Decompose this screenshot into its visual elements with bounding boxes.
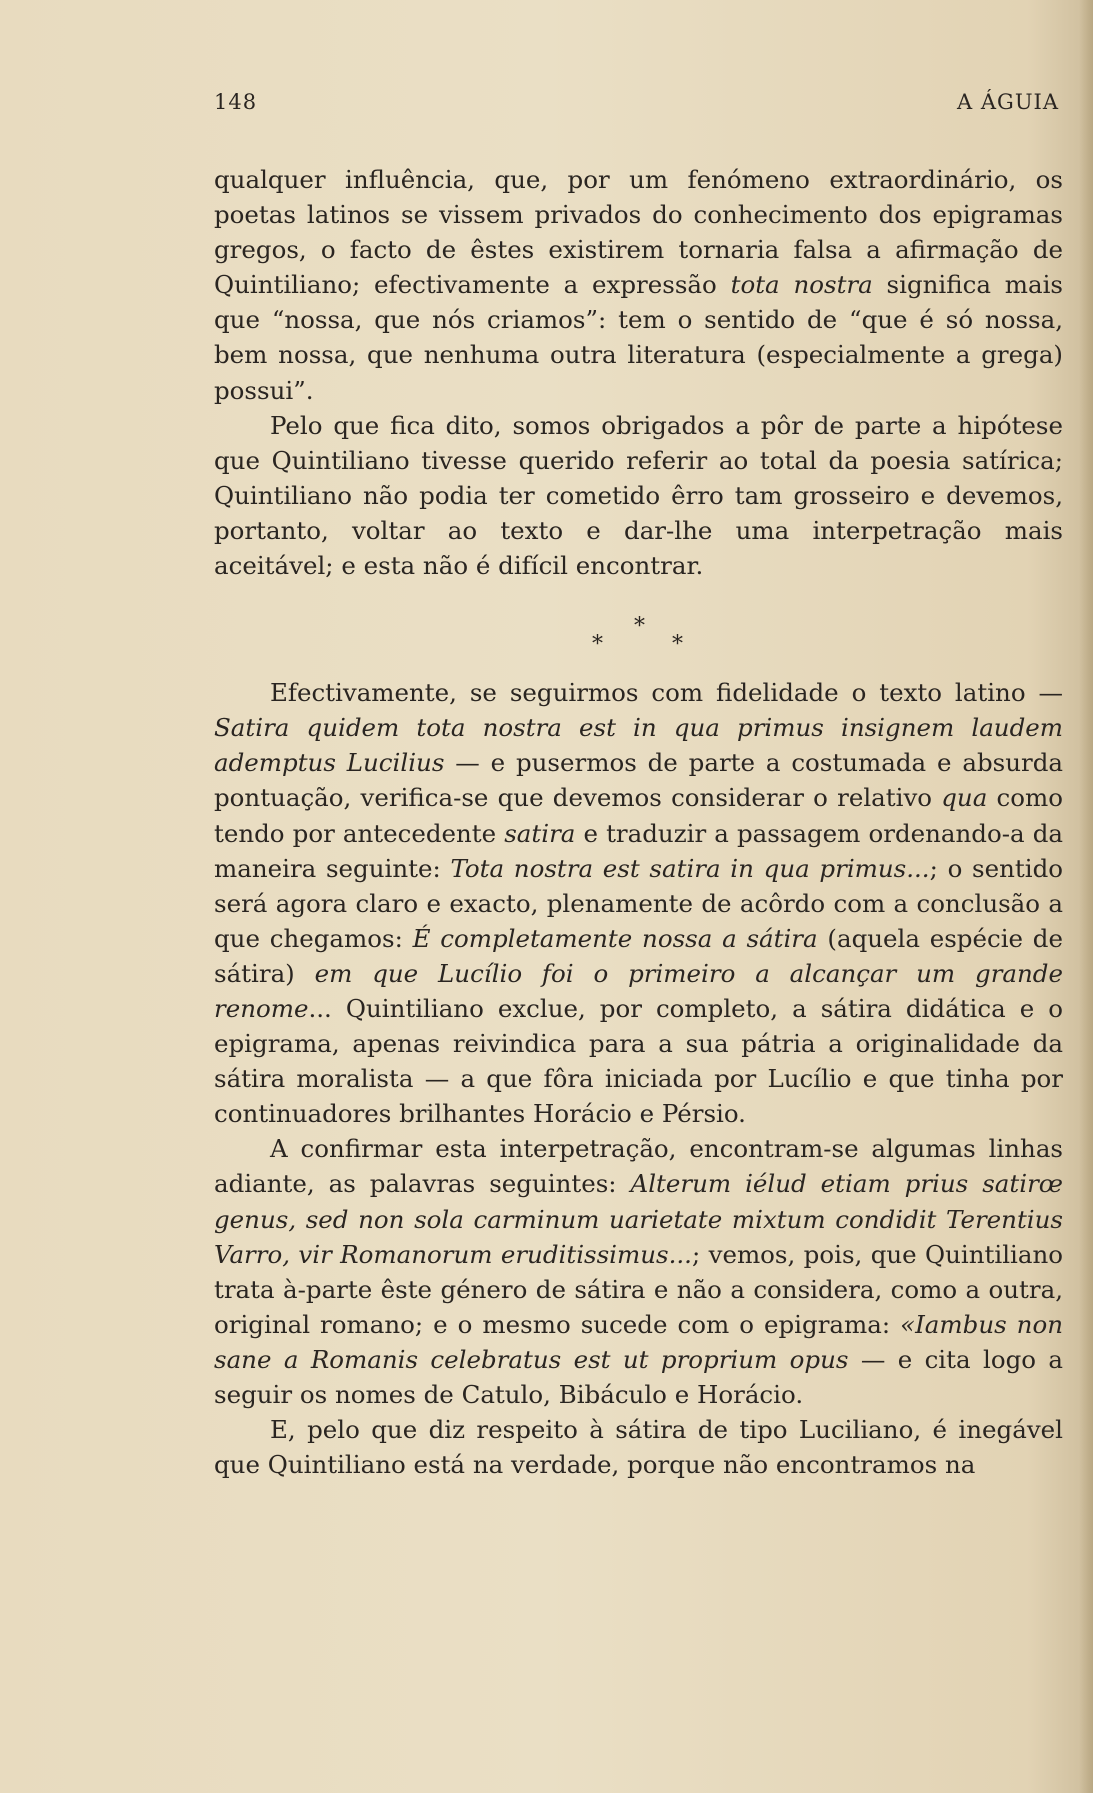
italic-text: Alterum iélud etiam prius satirœ genus, sed non sola carminum uarietate mixtum condidit Terentius Varro, vir Romanorum eruditissimus... bbox=[214, 1169, 1064, 1269]
text-run: Pelo que fica dito, somos obrigados a pôr de parte a hipótese que Quintiliano tivesse querido referir ao total da poesia satírica; Quintiliano não podia ter cometido êrro tam grosseiro e devemos, portanto, voltar ao texto e dar-lhe uma interpetração mais aceitável; e esta não é difícil encontrar. bbox=[214, 410, 1063, 581]
paragraph bbox=[214, 675, 1063, 1131]
italic-text: satira bbox=[504, 818, 576, 848]
body-text bbox=[214, 162, 1063, 1482]
text-run: — e pusermos de parte a costumada e absurda pontuação, verifica-se que devemos considerar o relativo bbox=[214, 748, 1063, 813]
page-edge-shadow bbox=[1079, 0, 1093, 1793]
text-run: significa mais que “nossa, que nós criamos”: tem o sentido de “que é só nossa, bem nossa, que nenhuma outra literatura (especialmente a grega) possui”. bbox=[214, 270, 1063, 405]
asterism-star: * bbox=[634, 614, 645, 640]
asterism-star: * bbox=[672, 632, 683, 658]
page-number: 148 bbox=[214, 90, 258, 114]
text-run: Efectivamente, se seguirmos com fidelidade o texto latino — bbox=[270, 678, 1063, 708]
paragraph bbox=[214, 408, 1063, 583]
italic-text: Satira quidem tota nostra est in qua primus insignem laudem ademptus Lucilius bbox=[214, 713, 1063, 778]
italic-text: É completamente nossa a sátira bbox=[412, 923, 818, 953]
italic-text: «Iambus non sane a Romanis celebratus est ut proprium opus bbox=[214, 1309, 1063, 1374]
text-run: ... Quintiliano exclue, por completo, a sátira didática e o epigrama, apenas reivindica para a sua pátria a originalidade da sátira moralista — a que fôra iniciada por Lucílio e que tinha por continuadores brilhantes Horácio e Pérsio. bbox=[214, 993, 1063, 1129]
asterism-star: * bbox=[592, 632, 603, 658]
paragraph bbox=[214, 1412, 1063, 1482]
text-run: (aquela espécie de sátira) bbox=[214, 923, 1063, 988]
paragraph bbox=[214, 1131, 1063, 1412]
text-run: A confirmar esta interpetração, encontram-se algumas linhas adiante, as palavras seguintes: bbox=[214, 1134, 1063, 1199]
italic-text: qua bbox=[941, 783, 988, 813]
text-run: ; o sentido será agora claro e exacto, plenamente de acôrdo com a conclusão a que chegamos: bbox=[214, 853, 1064, 953]
italic-text: tota nostra bbox=[730, 270, 873, 300]
running-head: A ÁGUIA bbox=[957, 90, 1059, 114]
text-run: como tendo por antecedente bbox=[214, 783, 1063, 848]
text-run: — e cita logo a seguir os nomes de Catulo, Bibáculo e Horácio. bbox=[214, 1344, 1063, 1409]
text-run: e traduzir a passagem ordenando-a da maneira seguinte: bbox=[214, 818, 1063, 883]
text-run: E, pelo que diz respeito à sátira de tipo Luciliano, é inegável que Quintiliano está na verdade, porque não encontramos na bbox=[214, 1415, 1063, 1480]
italic-text: em que Lucílio foi o primeiro a alcançar um grande renome bbox=[214, 958, 1063, 1023]
paragraph bbox=[214, 162, 1063, 408]
text-run: ; vemos, pois, que Quintiliano trata à-parte êste género de sátira e não a considera, como a outra, original romano; e o mesmo sucede com o epigrama: bbox=[214, 1239, 1064, 1339]
page-header bbox=[214, 90, 1059, 122]
section-asterism bbox=[214, 583, 1063, 675]
italic-text: Tota nostra est satira in qua primus... bbox=[450, 853, 930, 883]
text-run: qualquer influência, que, por um fenómeno extraordinário, os poetas latinos se vissem privados do conhecimento dos epigramas gregos, o facto de êstes existirem tornaria falsa a afirmação de Quintiliano; efectivamente a expressão bbox=[214, 165, 1063, 300]
